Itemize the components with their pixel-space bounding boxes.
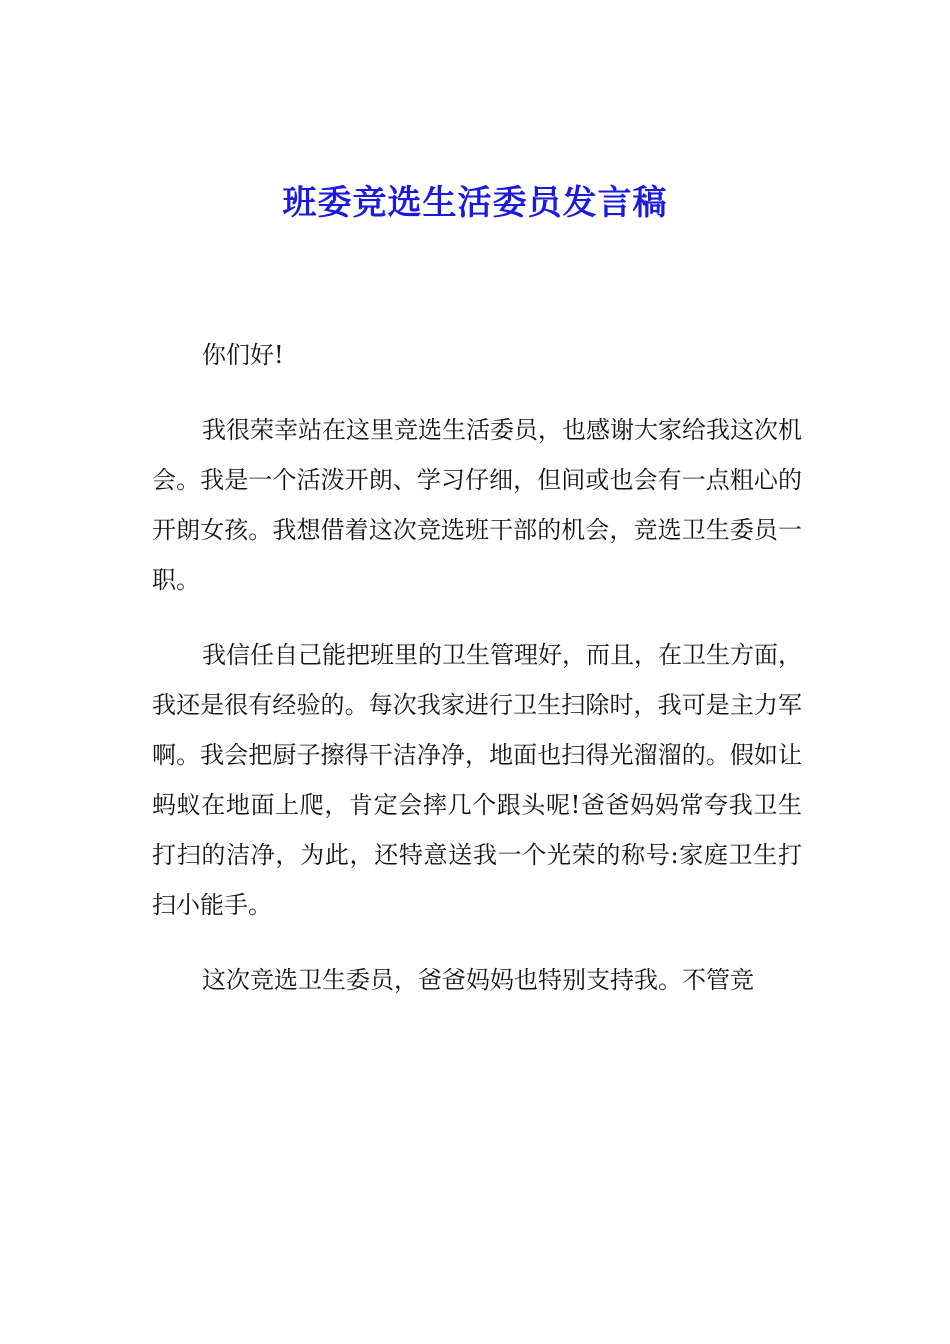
paragraph-support: 这次竞选卫生委员，爸爸妈妈也特别支持我。不管竞 [202, 966, 754, 994]
document-title: 班委竞选生活委员发言稿 [282, 183, 668, 223]
paragraph-greeting: 你们好! [202, 341, 284, 369]
document-body [152, 330, 802, 1005]
paragraph-introduction: 我很荣幸站在这里竞选生活委员，也感谢大家给我这次机会。我是一个活泼开朗、学习仔细，但间或也会有一点粗心的开朗女孩。我想借着这次竞选班干部的机会，竞选卫生委员一职。 [152, 416, 802, 594]
paragraph-experience: 我信任自己能把班里的卫生管理好，而且，在卫生方面，我还是很有经验的。每次我家进行卫生扫除时，我可是主力军啊。我会把厨子擦得干洁净净，地面也扫得光溜溜的。假如让蚂蚁在地面上爬，肯定会摔几个跟头呢!爸爸妈妈常夸我卫生打扫的洁净，为此，还特意送我一个光荣的称号:家庭卫生打扫小能手。 [152, 641, 802, 919]
